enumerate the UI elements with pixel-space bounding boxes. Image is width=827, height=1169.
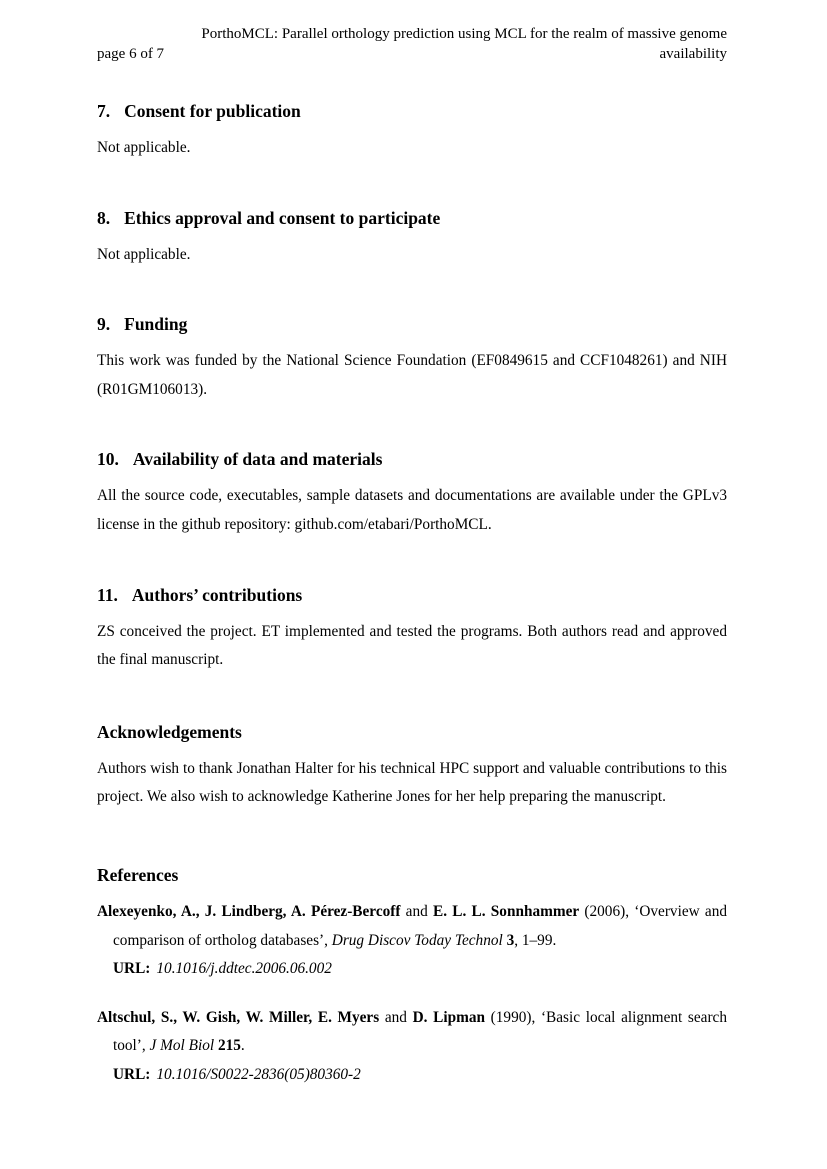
page-number-label: page 6 of 7 [97, 46, 165, 62]
reference-citation: Altschul, S., W. Gish, W. Miller, E. Myers and D. Lipman (1990), ‘Basic local alignment search tool’, J Mol Biol 215. [97, 1008, 727, 1055]
running-head [97, 24, 727, 64]
section-paragraph: ZS conceived the project. ET implemented and tested the programs. Both authors read and approved the final manuscript. [97, 622, 727, 669]
section-heading: References [97, 864, 179, 885]
section-heading [97, 313, 727, 335]
section-ethics-approval [97, 207, 727, 270]
section-number: 9. [97, 314, 111, 335]
section-paragraph: Authors wish to thank Jonathan Halter for his technical HPC support and valuable contributions to this project. We also wish to acknowledge Katherine Jones for her help preparing the manuscript. [97, 759, 727, 806]
section-references [97, 864, 727, 1090]
section-paragraph: This work was funded by the National Science Foundation (EF0849615 and CCF1048261) and NIH (R01GM106013). [97, 352, 727, 398]
section-number: 10. [97, 449, 119, 470]
section-funding [97, 313, 727, 404]
section-consent-for-publication [97, 100, 727, 163]
section-heading [97, 448, 727, 470]
section-title: Consent for publication [124, 101, 301, 121]
reference-url: 10.1016/S0022-2836(05)80360-2 [156, 1065, 361, 1083]
section-title: Authors’ contributions [131, 584, 303, 605]
section-heading: Acknowledgements [97, 721, 242, 742]
running-head-title-line1: PorthoMCL: Parallel orthology prediction using MCL for the realm of massive genome [201, 26, 727, 42]
reference-url-label: URL: [113, 960, 151, 978]
section-title: Ethics approval and consent to participate [124, 207, 441, 228]
reference-entry [97, 1004, 727, 1090]
section-availability-of-data [97, 448, 727, 539]
section-paragraph: Not applicable. [97, 245, 191, 263]
section-title: Funding [124, 314, 188, 335]
section-heading [97, 584, 727, 606]
section-number: 11. [97, 584, 118, 605]
running-head-line2 [97, 44, 727, 64]
section-number: 7. [97, 101, 111, 121]
section-authors-contributions [97, 584, 727, 675]
section-number: 8. [97, 207, 111, 228]
reference-url: 10.1016/j.ddtec.2006.06.002 [156, 960, 332, 978]
reference-url-label: URL: [113, 1065, 151, 1083]
running-head-title-line2: availability [659, 46, 727, 62]
section-title: Availability of data and materials [132, 449, 383, 470]
section-heading [97, 207, 727, 229]
page-content [97, 0, 727, 1090]
section-heading [97, 100, 727, 122]
section-acknowledgements [97, 721, 727, 812]
reference-citation: Alexeyenko, A., J. Lindberg, A. Pérez-Bercoff and E. L. L. Sonnhammer (2006), ‘Overview and comparison of ortholog databases’, Drug Discov Today Technol 3, 1–99. [97, 902, 727, 949]
reference-entry [97, 898, 727, 984]
section-paragraph: All the source code, executables, sample datasets and documentations are available under the GPLv3 license in the github repository: github.com/etabari/PorthoMCL. [97, 487, 727, 533]
section-paragraph: Not applicable. [97, 139, 191, 156]
